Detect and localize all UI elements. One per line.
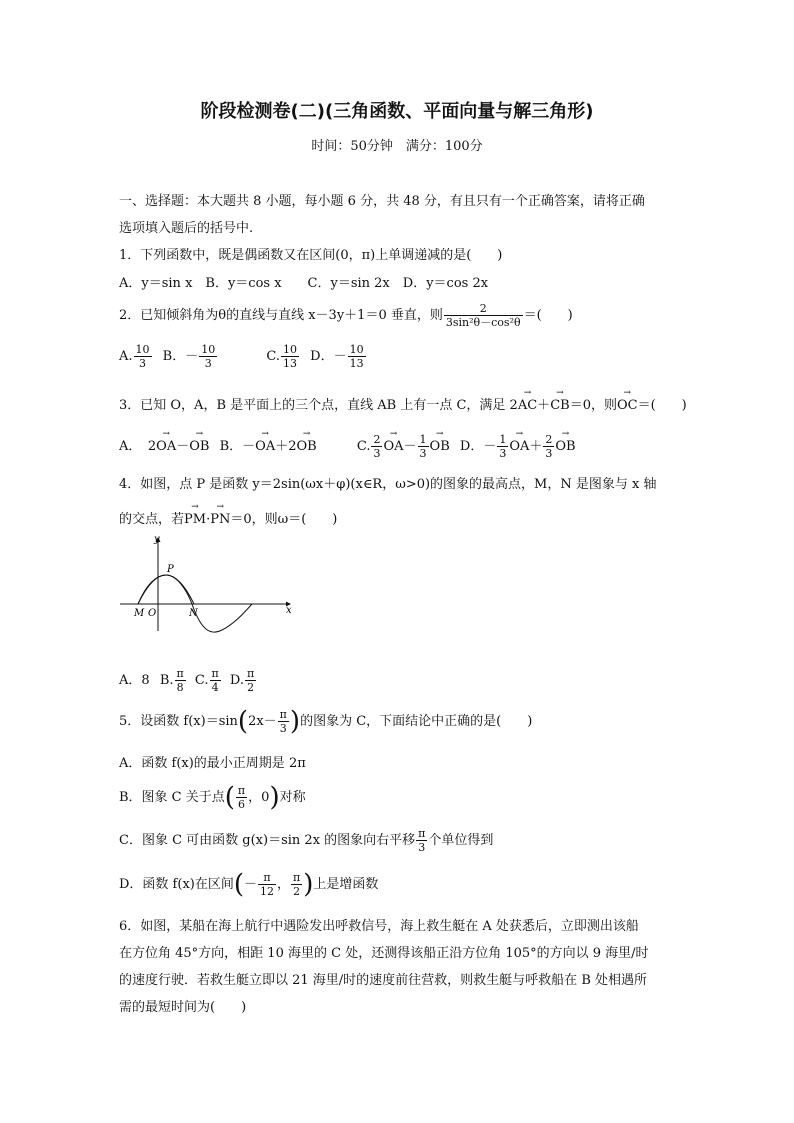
question-1-options: A．y＝sin x B．y＝cos x C．y＝sin 2x D．y＝cos 2x <box>119 276 489 291</box>
question-6-line1: 6．如图，某船在海上航行中遇险发出呼救信号，海上救生艇在 A 处获悉后，立即测出该船 <box>119 919 639 934</box>
section-instructions-line1: 一、选择题：本大题共 8 小题，每小题 6 分，共 48 分，有且只有一个正确答案，请将正确 <box>119 194 645 209</box>
question-6-line2: 在方位角 45°方向，相距 10 海里的 C 处，还测得该船正沿方位角 105°的方向以 9 海里/时 <box>119 946 649 961</box>
page-title: 阶段检测卷(二)(三角函数、平面向量与解三角形) <box>200 101 594 122</box>
question-5-stem: 5．设函数 f(x)＝sin(2x－ $\frac{\pi}{3}$ )的图象为 C，下面结论中正确的是( ) <box>119 706 533 737</box>
question-5-option-c: C．图象 C 可由函数 g(x)＝sin 2x 的图象向右平移 $\frac{\pi}{3}$ 个单位得到 <box>119 827 494 854</box>
point-p-label: P <box>167 564 174 575</box>
question-1-stem: 1．下列函数中，既是偶函数又在区间(0，π)上单调递减的是( ) <box>119 248 503 263</box>
question-4-options: A．8 B. $\frac{\pi}{8}$ C. $\frac{\pi}{4}$ D. $\frac{\pi}{2}$ <box>119 667 255 694</box>
question-6-line3: 的速度行驶．若救生艇立即以 21 海里/时的速度前往营救，则救生艇与呼救船在 B 处相遇所 <box>119 973 648 988</box>
origin-label: O <box>148 608 157 619</box>
point-n-label: N <box>189 608 198 619</box>
question-3-stem: 3．已知 O，A，B 是平面上的三个点，直线 AB 上有一点 C，满足 2→ AC＋→ CB＝0，则→ OC＝( ) <box>119 394 687 413</box>
question-5-option-b: B．图象 C 关于点( $\frac{\pi}{6}$ ，0)对称 <box>119 782 306 813</box>
question-5-option-a: A．函数 f(x)的最小正周期是 2π <box>119 756 306 771</box>
y-axis-label: y <box>154 534 160 545</box>
question-4-line2: 的交点，若→ PM·→ PN＝0，则ω＝( ) <box>119 508 337 527</box>
exam-info: 时间：50分钟 满分：100分 <box>311 139 483 154</box>
x-axis-label: x <box>286 605 292 616</box>
section-instructions-line2: 选项填入题后的括号中. <box>119 221 254 236</box>
q2-fraction: $\frac{2}{\text{3sin²θ－cos²θ}}$ <box>445 302 521 329</box>
question-4-line1: 4．如图，点 P 是函数 y＝2sin(ωx＋φ)(x∈R，ω>0)的图象的最高点，M，N 是图象与 x 轴 <box>119 477 657 492</box>
sine-graph-figure <box>116 533 296 633</box>
point-m-label: M <box>134 608 145 619</box>
question-2-options: A. $\frac{10}{3}$ B．－ $\frac{10}{3}$ C. $\frac{10}{13}$ D．－ $\frac{10}{13}$ <box>119 343 364 370</box>
question-5-option-d: D．函数 f(x)在区间(－ $\frac{\pi}{12}$ ， $\frac{\pi}{2}$ )上是增函数 <box>119 869 379 900</box>
question-2-stem: 2．已知倾斜角为θ的直线与直线 x－3y＋1＝0 垂直，则 $\frac{2}{\text{3sin²θ－cos²θ}}$ ＝( ) <box>119 302 573 329</box>
question-6-line4: 需的最短时间为( ) <box>119 1000 247 1015</box>
question-3-options: A． 2→ OA－→ OB B．－→ OA＋2→ OB C. $\frac{2}{3}$ → OA－ $\frac{1}{3}$ → OB D．－ $\frac{1}{3}$ → OA＋ $\frac{2}{3}$ → OB <box>119 433 576 460</box>
circle-arc <box>138 575 194 604</box>
